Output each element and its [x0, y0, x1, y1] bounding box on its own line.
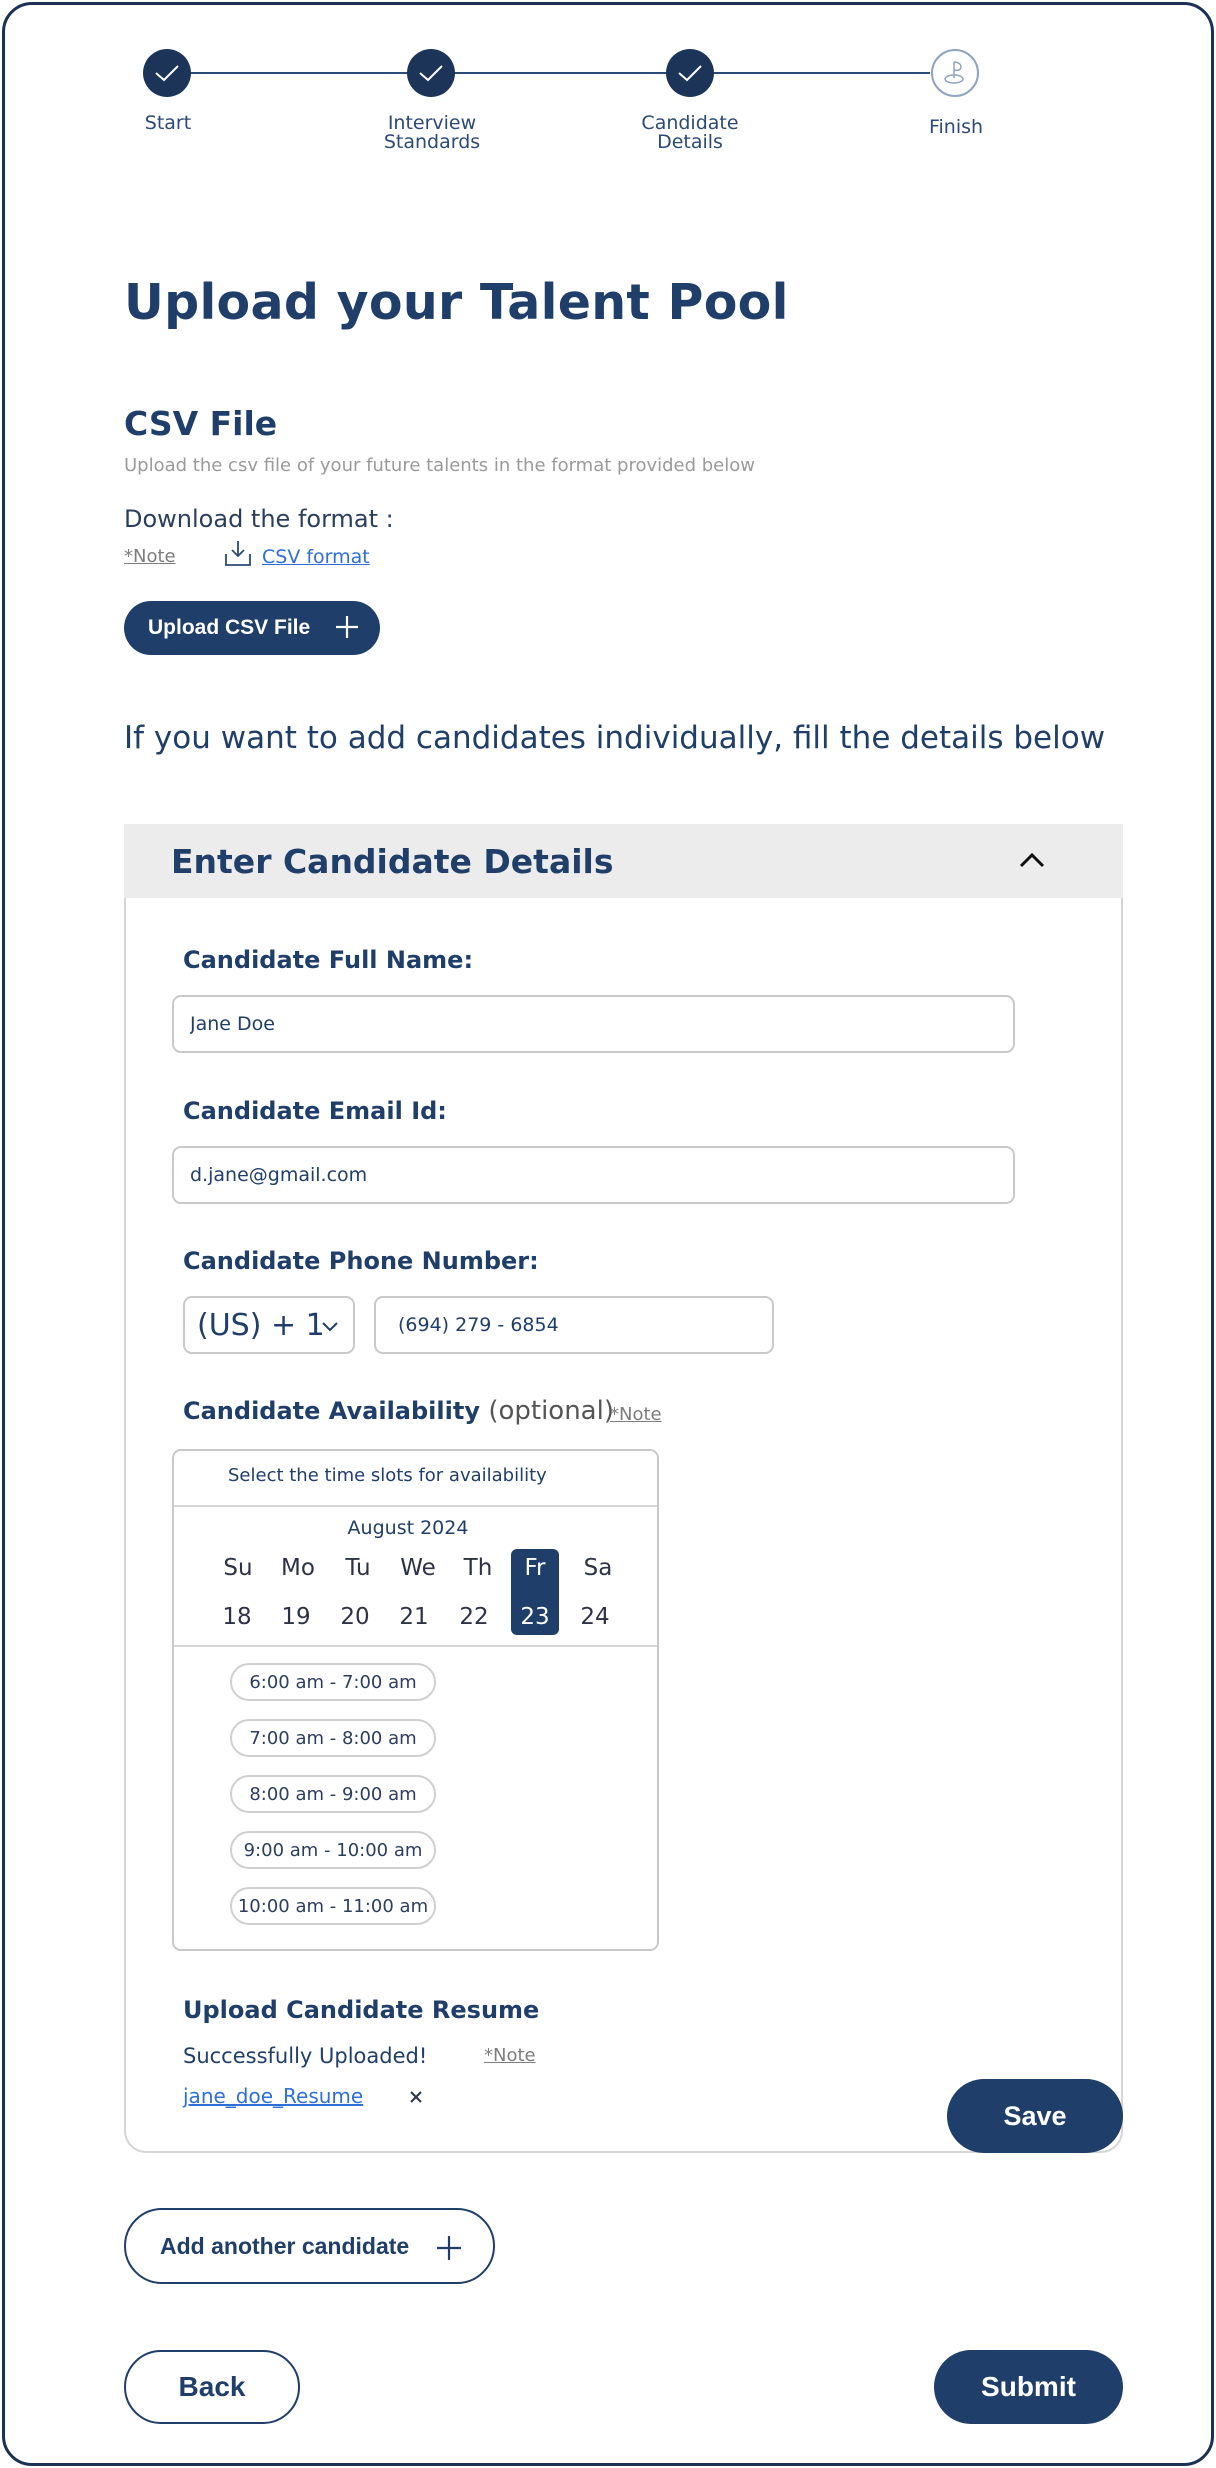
full-name-input[interactable] [172, 995, 1015, 1053]
day-name: We [400, 1555, 436, 1581]
back-button[interactable]: Back [124, 2350, 300, 2424]
day-name: Tu [345, 1555, 371, 1581]
availability-optional-text: (optional) [488, 1396, 614, 1426]
flag-icon [940, 58, 970, 88]
page-title: Upload your Talent Pool [124, 274, 789, 331]
country-code-value: (US) + 1 [197, 1307, 325, 1343]
step-start-circle[interactable] [143, 49, 191, 97]
day-name: Su [223, 1555, 253, 1581]
resume-label: Upload Candidate Resume [183, 1996, 540, 2024]
phone-label: Candidate Phone Number: [183, 1247, 539, 1275]
save-button[interactable]: Save [947, 2079, 1123, 2153]
calendar-day[interactable]: 21 [399, 1604, 429, 1630]
availability-label [183, 1396, 614, 1426]
time-slot[interactable]: 6:00 am - 7:00 am [230, 1663, 436, 1701]
day-name-selected: Fr [524, 1555, 546, 1581]
individual-prompt: If you want to add candidates individually, fill the details below [124, 720, 1106, 756]
email-label: Candidate Email Id: [183, 1097, 447, 1125]
download-icon[interactable] [222, 538, 254, 570]
calendar-day-selected[interactable]: 23 [520, 1604, 550, 1630]
check-icon [418, 63, 444, 83]
step-interview-label: Interview Standards [383, 112, 481, 153]
calendar-day[interactable]: 18 [222, 1604, 252, 1630]
stepper-connector [714, 72, 930, 74]
full-name-label: Candidate Full Name: [183, 946, 474, 974]
availability-picker [172, 1449, 659, 1951]
add-candidate-button-label: Add another candidate [160, 2232, 410, 2259]
step-candidate-label: Candidate Details [641, 112, 739, 153]
stepper-connector [454, 72, 668, 74]
time-slot[interactable]: 9:00 am - 10:00 am [230, 1831, 436, 1869]
candidate-details-header[interactable] [124, 824, 1123, 898]
progress-stepper [0, 0, 1216, 170]
calendar-day[interactable]: 24 [580, 1604, 610, 1630]
download-format-label: Download the format : [124, 505, 394, 533]
time-slot[interactable]: 8:00 am - 9:00 am [230, 1775, 436, 1813]
upload-csv-button-label: Upload CSV File [148, 616, 311, 639]
day-name: Mo [281, 1555, 315, 1581]
chevron-down-icon [321, 1320, 339, 1334]
time-slot[interactable]: 7:00 am - 8:00 am [230, 1719, 436, 1757]
csv-section-description: Upload the csv file of your future talents in the format provided below [124, 455, 755, 476]
csv-format-link[interactable]: CSV format [262, 546, 370, 568]
step-finish-label: Finish [928, 116, 984, 138]
stepper-connector [190, 72, 408, 74]
resume-note-link[interactable]: *Note [484, 2045, 536, 2066]
check-icon [677, 63, 703, 83]
calendar-day[interactable]: 19 [281, 1604, 311, 1630]
submit-button[interactable]: Submit [934, 2350, 1123, 2424]
day-name: Sa [583, 1555, 613, 1581]
candidate-details-title: Enter Candidate Details [171, 842, 614, 881]
csv-section-title: CSV File [124, 404, 278, 443]
plus-icon [334, 614, 360, 640]
resume-file-link[interactable]: jane_doe_Resume [183, 2084, 364, 2108]
time-slot[interactable]: 10:00 am - 11:00 am [230, 1887, 436, 1925]
divider [174, 1505, 657, 1507]
step-interview-circle[interactable] [407, 49, 455, 97]
availability-note-link[interactable]: *Note [610, 1404, 662, 1425]
step-start-label: Start [144, 112, 192, 134]
day-name: Th [463, 1555, 493, 1581]
close-icon[interactable] [405, 2086, 427, 2108]
add-candidate-button[interactable] [124, 2208, 495, 2284]
availability-label-text: Candidate Availability [183, 1397, 480, 1425]
divider [174, 1645, 657, 1647]
check-icon [154, 63, 180, 83]
calendar-day[interactable]: 22 [459, 1604, 489, 1630]
csv-note-link[interactable]: *Note [124, 546, 176, 567]
email-input[interactable] [172, 1146, 1015, 1204]
plus-icon [435, 2234, 463, 2262]
calendar-day[interactable]: 20 [340, 1604, 370, 1630]
chevron-up-icon[interactable] [1017, 848, 1047, 872]
calendar-month: August 2024 [347, 1517, 469, 1539]
country-code-select[interactable] [183, 1296, 355, 1354]
availability-hint: Select the time slots for availability [228, 1465, 547, 1486]
step-candidate-circle[interactable] [666, 49, 714, 97]
upload-csv-button[interactable] [124, 601, 380, 655]
step-finish-circle[interactable] [931, 49, 979, 97]
resume-upload-status: Successfully Uploaded! [183, 2044, 428, 2068]
phone-number-input[interactable] [374, 1296, 774, 1354]
